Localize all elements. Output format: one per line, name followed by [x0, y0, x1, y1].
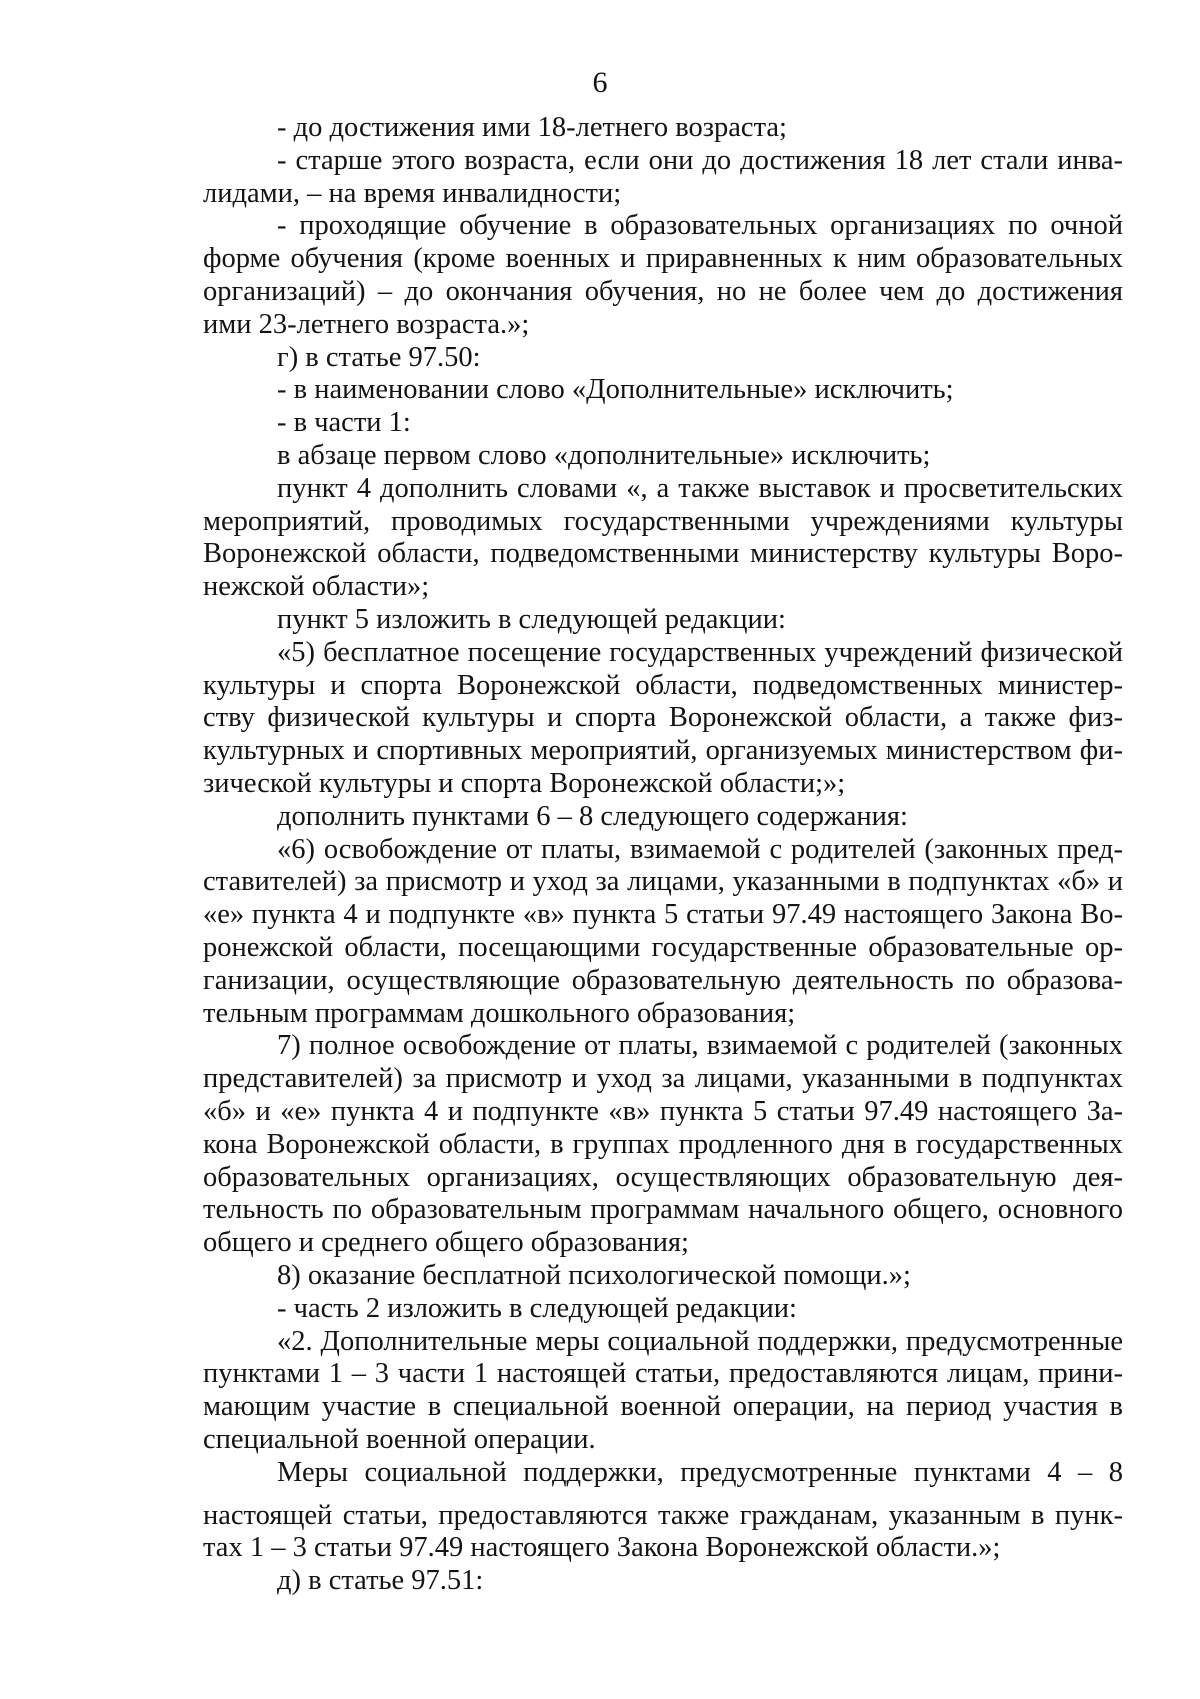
- text-line: - в части 1:: [277, 407, 411, 439]
- text-line: общего и среднего общего образования;: [203, 1227, 689, 1259]
- text-line: организаций) – до окончания обучения, но не более чем до достижения: [203, 276, 1123, 307]
- text-line: лидами, – на время инвалидности;: [203, 177, 622, 209]
- text-line: ганизации, осуществляющие образовательную деятельность по образова-: [203, 964, 1123, 996]
- text-line: дополнить пунктами 6 – 8 следующего содержания:: [277, 800, 908, 832]
- text-line: ставителей) за присмотр и уход за лицами, указанными в подпунктах «б» и: [203, 866, 1123, 898]
- text-line: ими 23-летнего возраста.»;: [203, 308, 530, 340]
- text-line: тах 1 – 3 статьи 97.49 настоящего Закона Воронежской области.»;: [203, 1532, 1001, 1564]
- text-line: - часть 2 изложить в следующей редакции:: [277, 1292, 797, 1324]
- text-line: г) в статье 97.50:: [277, 341, 481, 373]
- text-line: кона Воронежской области, в группах продленного дня в государственных: [203, 1128, 1123, 1160]
- text-line: специальной военной операции.: [203, 1424, 596, 1455]
- text-line: «е» пункта 4 и подпункте «в» пункта 5 статьи 97.49 настоящего Закона Во-: [203, 899, 1123, 931]
- text-line: тельность по образовательным программам начального общего, основного: [203, 1194, 1123, 1226]
- text-line: пункт 5 изложить в следующей редакции:: [277, 604, 786, 635]
- text-line: пункт 4 дополнить словами «, а также выставок и просветительских: [277, 472, 1123, 504]
- text-line: ронежской области, посещающими государственные образовательные ор-: [203, 932, 1123, 963]
- text-line: д) в статье 97.51:: [277, 1565, 484, 1597]
- text-line: зической культуры и спорта Воронежской области;»;: [203, 768, 846, 799]
- text-line: «5) бесплатное посещение государственных учреждений физической: [277, 636, 1123, 668]
- text-line: - проходящие обучение в образовательных организациях по очной: [277, 210, 1123, 242]
- text-line: в абзаце первом слово «дополнительные» исключить;: [277, 440, 931, 471]
- text-line: 7) полное освобождение от платы, взимаемой с родителей (законных: [277, 1030, 1123, 1062]
- text-line: - до достижения ими 18-летнего возраста;: [277, 112, 787, 143]
- text-line: форме обучения (кроме военных и приравненных к ним образовательных: [203, 243, 1123, 275]
- text-line: ству физической культуры и спорта Воронежской области, а также физ-: [203, 702, 1123, 734]
- text-line: «б» и «е» пункта 4 и подпункте «в» пункта 5 статьи 97.49 настоящего За-: [203, 1096, 1123, 1127]
- page-number: 6: [592, 66, 608, 99]
- text-line: мающим участие в специальной военной операции, на период участия в: [203, 1391, 1123, 1423]
- text-line: «2. Дополнительные меры социальной поддержки, предусмотренные: [277, 1325, 1123, 1357]
- text-line: Воронежской области, подведомственными министерству культуры Воро-: [203, 538, 1123, 570]
- text-line: образовательных организациях, осуществляющих образовательную дея-: [203, 1161, 1123, 1193]
- text-line: тельным программам дошкольного образования;: [203, 997, 796, 1029]
- text-line: настоящей статьи, предоставляются также гражданам, указанным в пунк-: [203, 1499, 1123, 1531]
- text-line: Меры социальной поддержки, предусмотренные пунктами 4 – 8: [277, 1456, 1123, 1488]
- text-line: нежской области»;: [203, 571, 430, 603]
- text-line: - в наименовании слово «Дополнительные» исключить;: [277, 374, 954, 406]
- text-line: мероприятий, проводимых государственными учреждениями культуры: [203, 505, 1123, 537]
- text-line: - старше этого возраста, если они до достижения 18 лет стали инва-: [277, 144, 1123, 176]
- text-line: представителей) за присмотр и уход за лицами, указанными в подпунктах: [203, 1063, 1123, 1095]
- text-line: пунктами 1 – 3 части 1 настоящей статьи, предоставляются лицам, прини-: [203, 1358, 1123, 1390]
- text-line: культурных и спортивных мероприятий, организуемых министерством фи-: [203, 735, 1123, 767]
- text-line: «6) освобождение от платы, взимаемой с родителей (законных пред-: [277, 833, 1123, 865]
- text-line: 8) оказание бесплатной психологической помощи.»;: [277, 1260, 911, 1291]
- text-line: культуры и спорта Воронежской области, подведомственных министер-: [203, 669, 1123, 701]
